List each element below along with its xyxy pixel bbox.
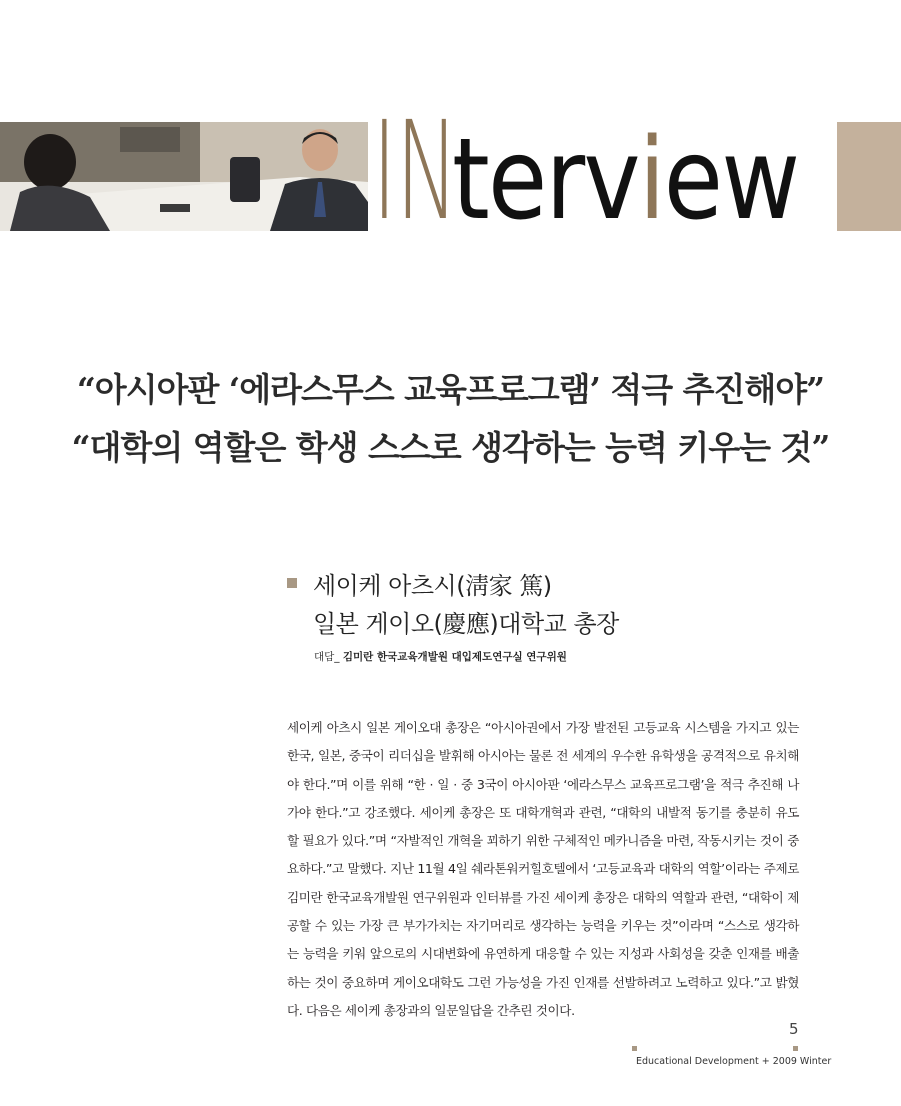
- section-title-part-b: ew: [663, 115, 799, 245]
- interview-photo: [0, 122, 368, 231]
- section-title-accent-i: i: [638, 115, 664, 245]
- section-title-part-a: terv: [451, 115, 639, 245]
- footer-dot-right-icon: [793, 1046, 798, 1051]
- interviewer-label: 대담_: [314, 651, 340, 663]
- interviewee-name: 세이케 아츠시(淸家 篤): [313, 572, 552, 600]
- footer-dot-left-icon: [632, 1046, 637, 1051]
- title-accent-block: [837, 122, 901, 231]
- lead-paragraph-text: 세이케 아츠시 일본 게이오대 총장은 “아시아권에서 가장 발전된 고등교육 시스템을 가지고 있는 한국, 일본, 중국이 리더십을 발휘해 아시아는 물론 전 세계의 우수한 유학생을 공격적으로 유치해야 한다.”며 이를 위해 “한 · 일 · 중 3국이 아시아판 ‘에라스무스 교육프로그램’을 적극 추진해 나가야 한다.”고 강조했다. 세이케 총장은 또 대학개혁과 관련, “대학의 내발적 동기를 충분히 유도할 필요가 있다.”며 “자발적인 개혁을 꾀하기 위한 구체적인 메카니즘을 마련, 작동시키는 것이 중요하다.”고 말했다. 지난 11월 4일 쉐라톤워커힐호텔에서 ‘고등교육과 대학의 역할’이라는 주제로 김미란 한국교육개발원 연구위원과 인터뷰를 가진 세이케 총장은 대학의 역할과 관련, “대학이 제공할 수 있는 가장 큰 부가가치는 자기머리로 생각하는 능력을 키우는 것”이라며 “스스로 생각하는 능력을 키워 앞으로의 시대변화에 유연하게 대응할 수 있는 지성과 사회성을 갖춘 인재를 배출하는 것이 중요하며 게이오대학도 그런 가능성을 가진 인재를 선발하려고 노력하고 있다.”고 밝혔다. 다음은 세이케 총장과의 일문일답을 간추린 것이다.: [287, 720, 799, 1018]
- interviewee-title: 일본 게이오(慶應)대학교 총장: [313, 610, 619, 638]
- page-number: 5: [789, 1020, 799, 1038]
- footer-publication: Educational Development + 2009 Winter: [636, 1056, 832, 1067]
- square-bullet-icon: [287, 578, 297, 588]
- section-title-in: IN: [372, 93, 458, 251]
- section-title: [372, 93, 855, 251]
- lead-paragraph: [287, 714, 799, 1025]
- interviewer-name: 김미란 한국교육개발원 대입제도연구실 연구위원: [342, 651, 567, 663]
- section-title-rest: [452, 110, 798, 250]
- interview-photo-illustration: [0, 122, 368, 231]
- headline-line-2: “대학의 역할은 학생 스스로 생각하는 능력 키우는 것”: [71, 428, 830, 467]
- interviewer-credit: [314, 649, 567, 664]
- headline-line-1: “아시아판 ‘에라스무스 교육프로그램’ 적극 추진해야”: [76, 370, 825, 409]
